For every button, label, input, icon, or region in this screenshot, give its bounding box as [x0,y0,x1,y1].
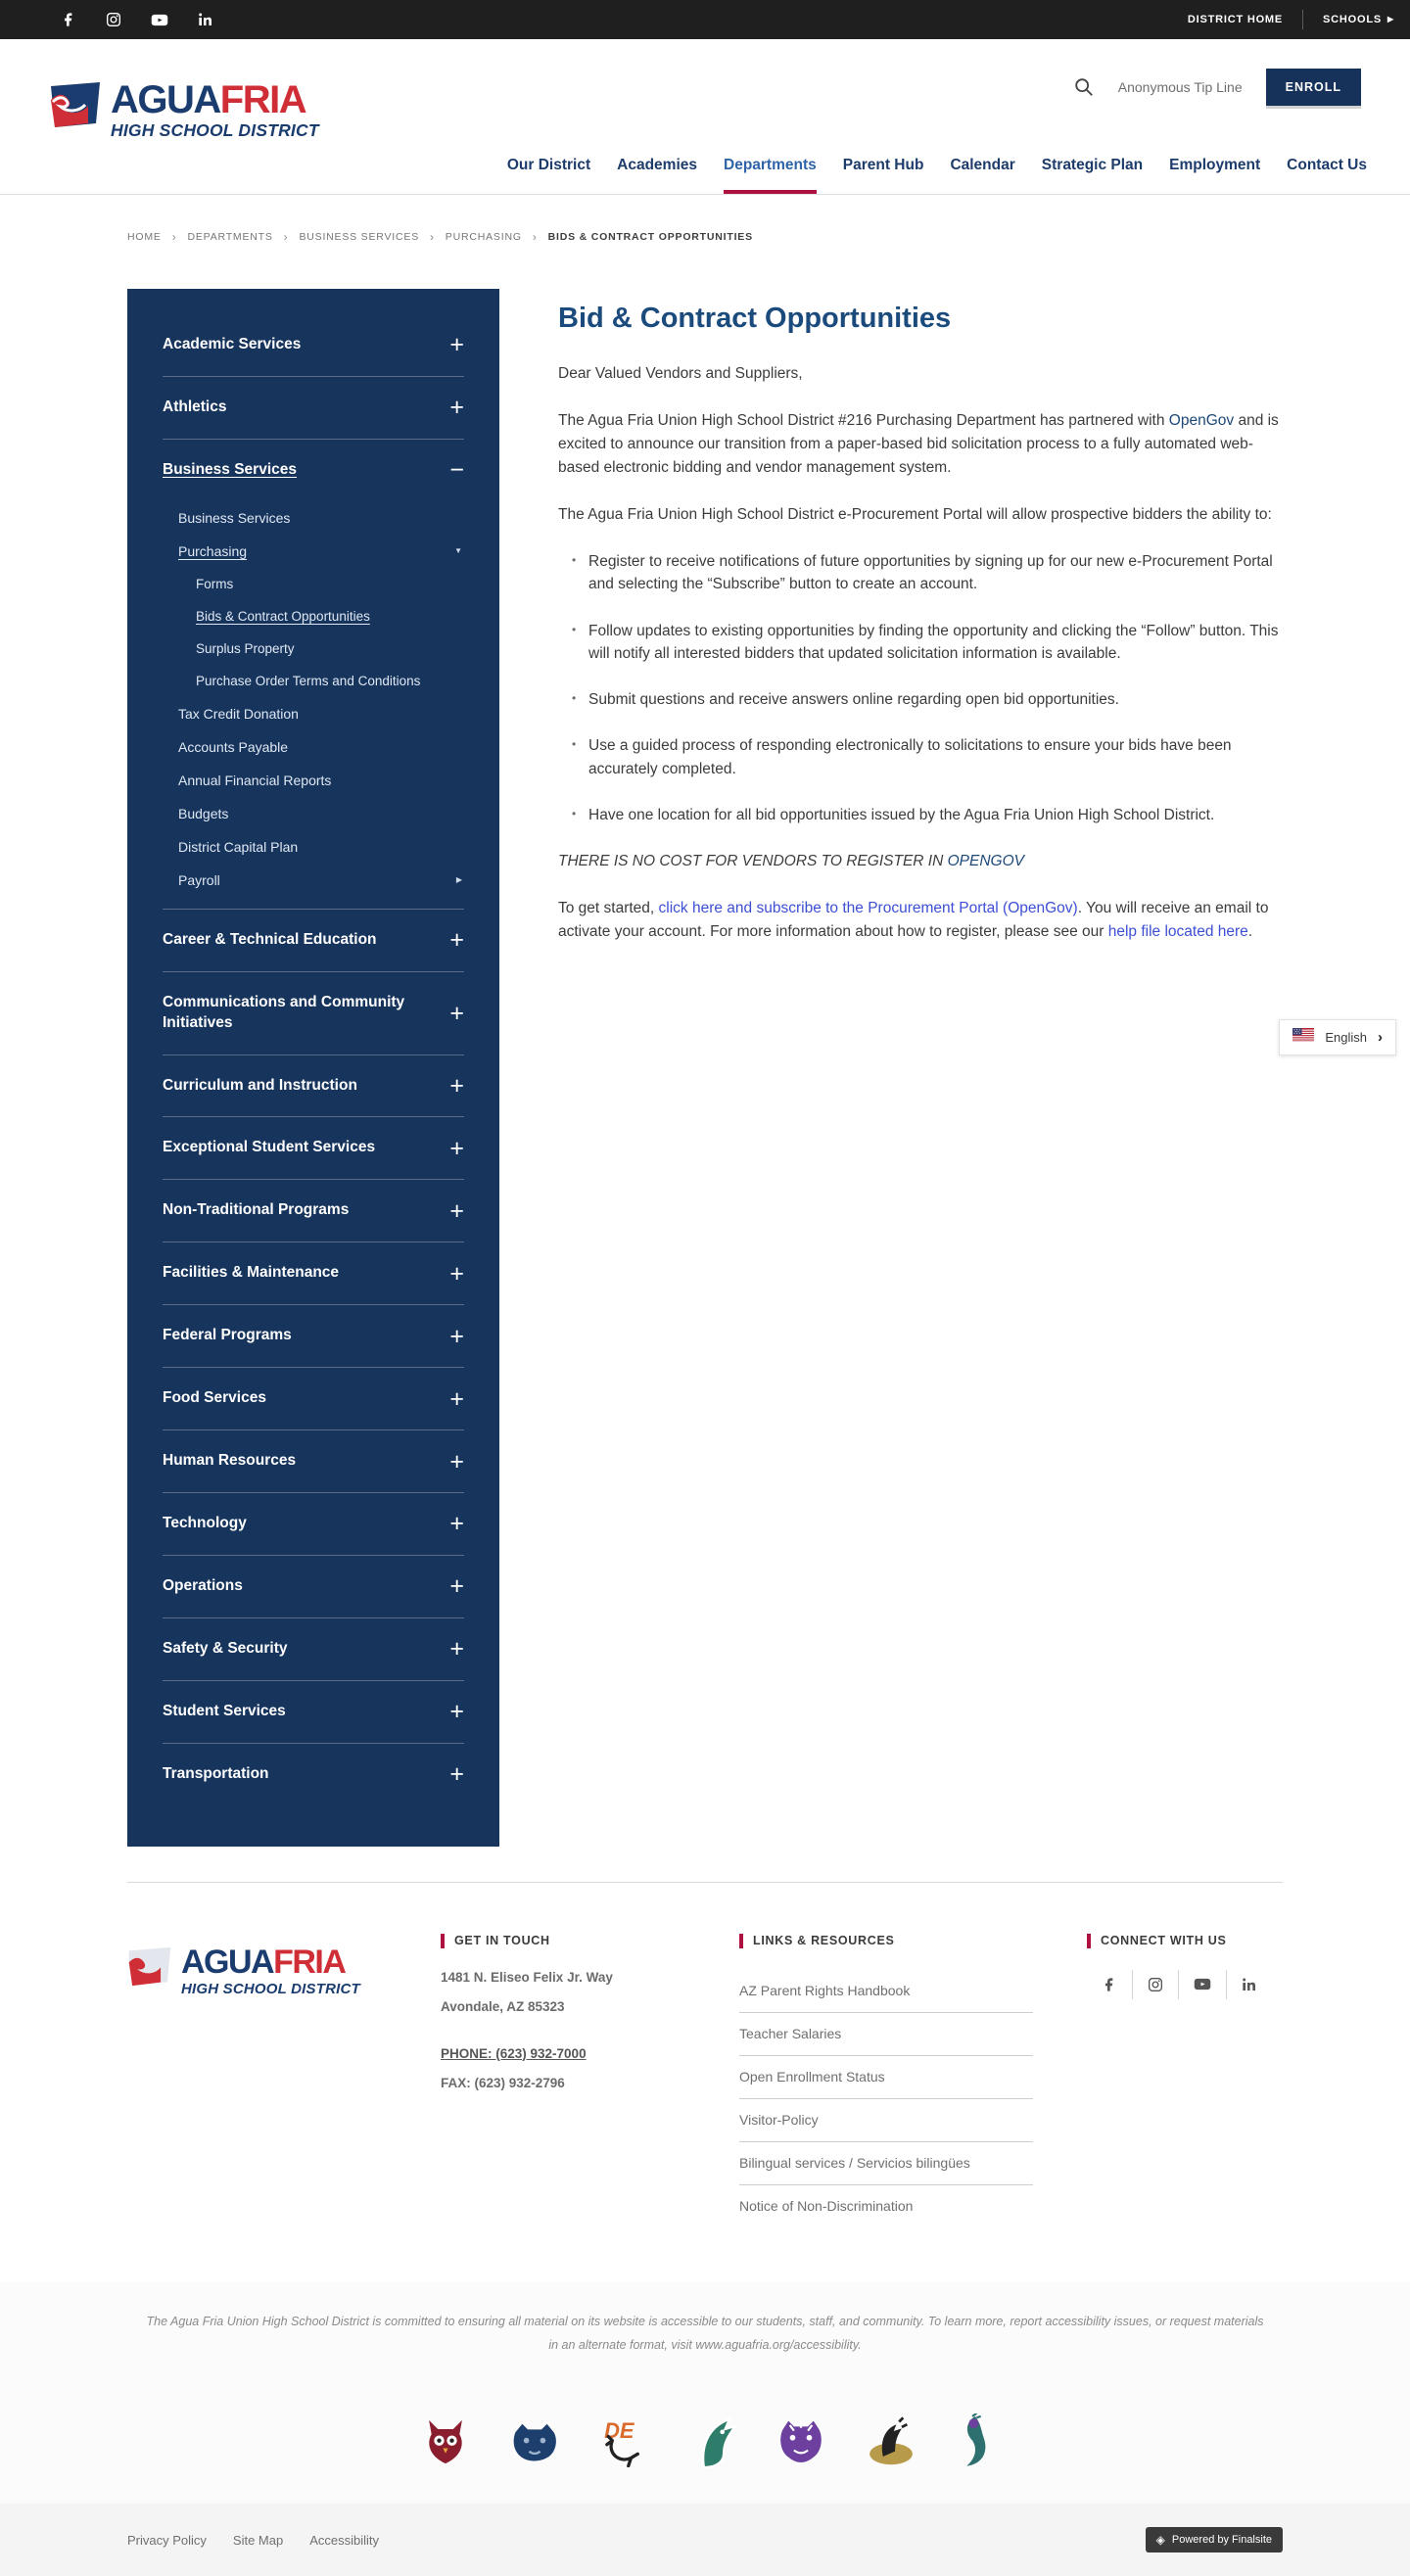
sidebar-group-non-traditional-programs[interactable] [163,1180,464,1241]
no-cost-note [558,850,1283,873]
department-sidebar-nav [127,289,499,1847]
sidebar-item-tax-credit-donation[interactable] [163,697,464,730]
footer-district-logo[interactable] [127,1945,441,1996]
sidebar-group [163,1054,464,1117]
expand-plus-icon[interactable]: + [449,1635,464,1663]
sidebar-group-label: Exceptional Student Services [163,1139,376,1156]
sidebar-item-surplus-property[interactable] [163,632,464,665]
expand-plus-icon[interactable]: + [449,1698,464,1726]
finalsite-diamond-icon: ◈ [1155,2533,1165,2548]
sidebar-group [163,1179,464,1241]
sidebar-group [163,314,464,376]
expand-plus-icon[interactable]: + [449,1071,464,1100]
address-line-2: Avondale, AZ 85323 [441,1998,565,2014]
collapse-minus-icon[interactable]: − [449,456,464,485]
sidebar-group [163,1304,464,1367]
sidebar-item-accounts-payable[interactable] [163,730,464,764]
text-run: Dear Valued Vendors and Suppliers, [558,365,803,382]
sidebar-group-label: Operations [163,1576,243,1594]
sidebar-item-label: Payroll [178,871,220,888]
scorpion-de-mascot-logo[interactable] [598,2416,653,2467]
sidebar-item-purchase-order-terms-and-conditions[interactable] [163,665,464,697]
owl-mascot-logo[interactable] [420,2414,471,2469]
text-run: To get started, [558,900,659,917]
chevron-right-icon: › [532,230,538,244]
sidebar-group-label: Transportation [163,1764,269,1782]
sidebar-group [163,1555,464,1617]
sidebar-group-label: Non-Traditional Programs [163,1201,350,1219]
sidebar-group-label: Safety & Security [163,1639,288,1657]
expand-plus-icon[interactable]: + [449,1384,464,1413]
logo-word-fria: FRIA [219,78,306,121]
youtube-icon[interactable] [151,13,168,27]
language-selector[interactable] [1279,1019,1396,1055]
sidebar-group-operations[interactable] [163,1556,464,1617]
sidebar-submenu [163,501,464,909]
nav-item-academies[interactable]: Academies [617,157,697,173]
sidebar-item-budgets[interactable] [163,797,464,830]
sidebar-group [163,909,464,971]
sidebar-group [163,439,464,909]
sidebar-item-label: Surplus Property [196,640,295,656]
knight-mascot-logo[interactable] [864,2416,918,2467]
inline-link[interactable]: click here and subscribe to the Procurement Portal (OpenGov) [658,900,1078,917]
footer [0,1883,1410,2282]
logo-word-agua: AGUA [111,78,220,121]
sidebar-group-label: Facilities & Maintenance [163,1264,340,1282]
expand-plus-icon[interactable]: + [449,1510,464,1538]
sidebar-group-technology[interactable] [163,1493,464,1555]
footer-link-bilingual-services-servicios-biling-es[interactable]: Bilingual services / Servicios bilingües [739,2142,1033,2185]
sidebar-item-label: Annual Financial Reports [178,772,332,788]
schools-label: SCHOOLS [1323,14,1383,25]
sidebar-group-label: Federal Programs [163,1327,292,1344]
expand-plus-icon[interactable]: + [449,1196,464,1225]
expand-plus-icon[interactable]: + [449,926,464,955]
expand-plus-icon[interactable]: + [449,1447,464,1475]
intro-paragraph [558,362,1283,386]
linkedin-icon[interactable] [198,12,213,27]
sidebar-group-label: Academic Services [163,336,302,352]
accessibility-band [0,2282,1410,2505]
page-title: Bid & Contract Opportunities [558,303,952,334]
sidebar-group-human-resources[interactable] [163,1430,464,1492]
sidebar-item-label: Budgets [178,805,229,821]
bullet-item: • Follow updates to existing opportunities by finding the opportunity and clicking the “Follow” button. This will notify all interested bidders that updated solicitation information is available. [572,620,1283,666]
red-accent-bar [739,1934,743,1948]
nav-item-departments[interactable]: Departments [724,157,817,194]
linkedin-icon[interactable] [1227,1977,1272,1992]
sidebar-group [163,971,464,1054]
sidebar-item-label: Purchasing [178,542,248,559]
breadcrumb-item: BIDS & CONTRACT OPPORTUNITIES [547,231,753,243]
sidebar-group [163,1367,464,1429]
sidebar-item-annual-financial-reports[interactable] [163,764,464,797]
language-label: English [1325,1030,1367,1045]
expand-plus-icon[interactable]: + [449,1134,464,1162]
sidebar-item-forms[interactable] [163,568,464,600]
sidebar-item-business-services[interactable] [163,501,464,535]
district-home-link[interactable]: DISTRICT HOME [1187,14,1284,25]
us-flag-icon [1292,1028,1314,1047]
district-logo-icon [49,80,102,134]
chevron-right-icon: › [283,230,289,244]
schools-menu-link[interactable] [1323,14,1394,25]
top-utility-bar [0,0,1410,39]
text-run: . You will receive an email to activate your account. For more information about how to register, please see our [558,900,1269,941]
facebook-icon[interactable] [61,12,76,27]
sidebar-item-purchasing[interactable] [163,535,464,568]
breadcrumb-item[interactable]: BUSINESS SERVICES [299,231,419,243]
sidebar-item-label: Forms [196,576,234,591]
sidebar-group-label: Technology [163,1514,247,1531]
sidebar-item-district-capital-plan[interactable] [163,830,464,864]
sidebar-group-facilities-maintenance[interactable] [163,1242,464,1304]
sidebar-group-label: Food Services [163,1389,266,1407]
sidebar-group-athletics[interactable] [163,377,464,439]
sidebar-group-label: Student Services [163,1702,286,1719]
expand-plus-icon[interactable]: + [449,394,464,422]
caret-right-icon: ▶ [1387,15,1394,23]
sidebar-group [163,1743,464,1805]
firebird-mascot-logo[interactable] [955,2413,990,2470]
instagram-icon[interactable] [1133,1977,1178,1992]
nav-item-parent-hub[interactable]: Parent Hub [842,157,924,173]
sidebar-group-safety-security[interactable] [163,1618,464,1680]
bullet-item: • Have one location for all bid opportunities issued by the Agua Fria Union High School District. [572,804,1283,826]
sidebar-group-label: Athletics [163,398,227,415]
footer-logo-word-fria: FRIA [273,1943,346,1981]
nav-item-employment[interactable]: Employment [1169,157,1261,173]
sidebar-group-academic-services[interactable] [163,314,464,376]
expand-plus-icon[interactable]: + [449,331,464,359]
closing-paragraph [558,897,1283,944]
breadcrumb [0,195,1410,244]
search-icon[interactable] [1073,76,1095,98]
bullet-item: • Register to receive notifications of future opportunities by signing up for our new e-Procurement Portal and selecting the “Subscribe” button to create an account. [572,550,1283,596]
bottom-link-privacy-policy[interactable]: Privacy Policy [127,2532,207,2548]
sidebar-group-exceptional-student-services[interactable] [163,1117,464,1179]
sidebar-group-food-services[interactable] [163,1368,464,1429]
logo-subtitle: HIGH SCHOOL DISTRICT [111,120,319,140]
sidebar-group-communications-and-community-initiatives[interactable] [163,972,464,1054]
sidebar-group-label: Human Resources [163,1452,297,1470]
sidebar-group-business-services[interactable] [163,440,464,501]
nav-item-calendar[interactable]: Calendar [950,157,1015,173]
sidebar-group-curriculum-and-instruction[interactable] [163,1055,464,1117]
facebook-icon[interactable] [1087,1977,1132,1992]
sidebar-group-label: Communications and Community Initiatives [163,993,405,1031]
inline-link[interactable]: OpenGov [1168,412,1235,430]
sidebar-item-label: District Capital Plan [178,838,299,855]
footer-link-open-enrollment-status[interactable]: Open Enrollment Status [739,2056,1033,2099]
text-run: The Agua Fria Union High School District e-Procurement Portal will allow prospective bidders the ability to: [558,506,1272,524]
sidebar-group-label: Career & Technical Education [163,930,377,948]
powered-by-finalsite-badge[interactable]: ◈ Powered by Finalsite [1146,2527,1283,2553]
links-resources-heading: LINKS & RESOURCES [739,1934,1033,1948]
bottom-links [127,2533,379,2548]
accessibility-statement: The Agua Fria Union High School District is committed to ensuring all material on its website is accessible to our students, staff, and community. To learn more, report accessibility issues, or request materials in an alternate format, visit www.aguafria.org/accessibility. [146,2314,1264,2352]
sidebar-group-label: Business Services [163,460,298,478]
school-logos-row [0,2357,1410,2504]
sidebar-item-label: Accounts Payable [178,738,289,755]
breadcrumb-item[interactable]: PURCHASING [445,231,522,243]
nav-item-strategic-plan[interactable]: Strategic Plan [1041,157,1144,173]
inline-link[interactable]: help file located here [1107,923,1248,941]
text-run: The Agua Fria Union High School District #216 Purchasing Department has partnered with [558,412,1169,430]
sidebar-group [163,376,464,439]
footer-links-list [739,1970,1033,2227]
nav-item-contact-us[interactable]: Contact Us [1287,157,1367,173]
footer-social-icons [1087,1970,1283,1999]
topbar-social-icons [61,12,213,27]
bullet-item: • Use a guided process of responding electronically to solicitations to ensure your bids have been accurately completed. [572,734,1283,780]
anonymous-tip-line-link[interactable]: Anonymous Tip Line [1117,79,1243,95]
district-logo[interactable] [49,80,319,140]
connect-with-us-heading: CONNECT WITH US [1087,1934,1283,1948]
caret-down-icon[interactable]: ▼ [454,546,462,556]
page-content [558,289,1283,967]
stallion-mascot-logo[interactable] [689,2413,738,2470]
intro-paragraph [558,503,1283,527]
svg-text:DE: DE [604,2418,634,2444]
breadcrumb-item[interactable]: DEPARTMENTS [187,231,273,243]
breadcrumb-item[interactable]: HOME [127,231,162,243]
fax-line: FAX: (623) 932-2796 [441,2075,565,2090]
footer-link-notice-of-non-discrimination[interactable]: Notice of Non-Discrimination [739,2197,914,2214]
text-run: THERE IS NO COST FOR VENDORS TO REGISTER IN [558,853,948,870]
feature-bullet-list [558,550,1283,826]
red-accent-bar [1087,1934,1091,1948]
sidebar-group [163,1492,464,1555]
red-accent-bar [441,1934,445,1948]
sidebar-group-federal-programs[interactable] [163,1305,464,1367]
bottom-link-site-map[interactable]: Site Map [232,2532,284,2548]
sidebar-item-label: Purchase Order Terms and Conditions [196,673,421,688]
sidebar-group [163,1680,464,1743]
footer-link-teacher-salaries[interactable]: Teacher Salaries [739,2013,1033,2056]
expand-plus-icon[interactable]: + [449,999,464,1027]
sidebar-item-label: Business Services [178,509,291,526]
get-in-touch-heading: GET IN TOUCH [441,1934,739,1948]
youtube-icon[interactable] [1179,1977,1226,1991]
sidebar-item-payroll[interactable] [163,864,464,897]
sidebar-group-student-services[interactable] [163,1681,464,1743]
instagram-icon[interactable] [106,12,121,27]
bullet-item: • Submit questions and receive answers online regarding open bid opportunities. [572,688,1283,711]
sidebar-item-bids-contract-opportunities[interactable] [163,600,464,632]
sidebar-group-label: Curriculum and Instruction [163,1076,357,1094]
panther-mascot-logo[interactable] [507,2418,562,2465]
phone-link[interactable]: PHONE: (623) 932-7000 [441,2045,587,2061]
sidebar-group-career-technical-education[interactable] [163,910,464,971]
sidebar-group [163,1116,464,1179]
chevron-right-icon: › [171,230,177,244]
bottom-bar [0,2504,1410,2576]
main-navigation [507,157,1367,194]
inline-link[interactable]: OPENGOV [947,853,1024,870]
address-line-1: 1481 N. Eliseo Felix Jr. Way [441,1969,613,1985]
caret-right-icon[interactable]: ▶ [455,875,462,885]
footer-logo-word-agua: AGUA [181,1943,274,1981]
sidebar-item-label: Tax Credit Donation [178,705,299,722]
sidebar-group [163,1241,464,1304]
sidebar-group [163,1429,464,1492]
expand-plus-icon[interactable]: + [449,1259,464,1288]
expand-plus-icon[interactable]: + [449,1572,464,1601]
intro-paragraph [558,409,1283,480]
sidebar-item-label: Bids & Contract Opportunities [196,608,370,624]
tiger-mascot-logo[interactable] [775,2416,827,2467]
sidebar-group-transportation[interactable] [163,1744,464,1805]
expand-plus-icon[interactable]: + [449,1760,464,1789]
bottom-link-accessibility[interactable]: Accessibility [309,2532,380,2548]
sidebar-group [163,1617,464,1680]
nav-item-our-district[interactable]: Our District [506,157,591,173]
chevron-right-icon: › [1378,1029,1383,1046]
site-header [0,39,1410,195]
text-run: and is excited to announce our transition from a paper-based bid solicitation process to a fully automated web-based electronic bidding and vendor management system. [558,412,1279,477]
topbar-divider [1302,10,1303,29]
footer-logo-icon [127,1945,172,1992]
footer-link-visitor-policy[interactable]: Visitor-Policy [739,2099,1033,2142]
expand-plus-icon[interactable]: + [449,1322,464,1350]
enroll-button[interactable]: ENROLL [1266,69,1361,106]
text-run: . [1247,923,1253,941]
footer-logo-subtitle: HIGH SCHOOL DISTRICT [181,1980,360,1997]
chevron-right-icon: › [430,230,435,244]
footer-link-az-parent-rights-handbook[interactable]: AZ Parent Rights Handbook [739,1970,1033,2013]
